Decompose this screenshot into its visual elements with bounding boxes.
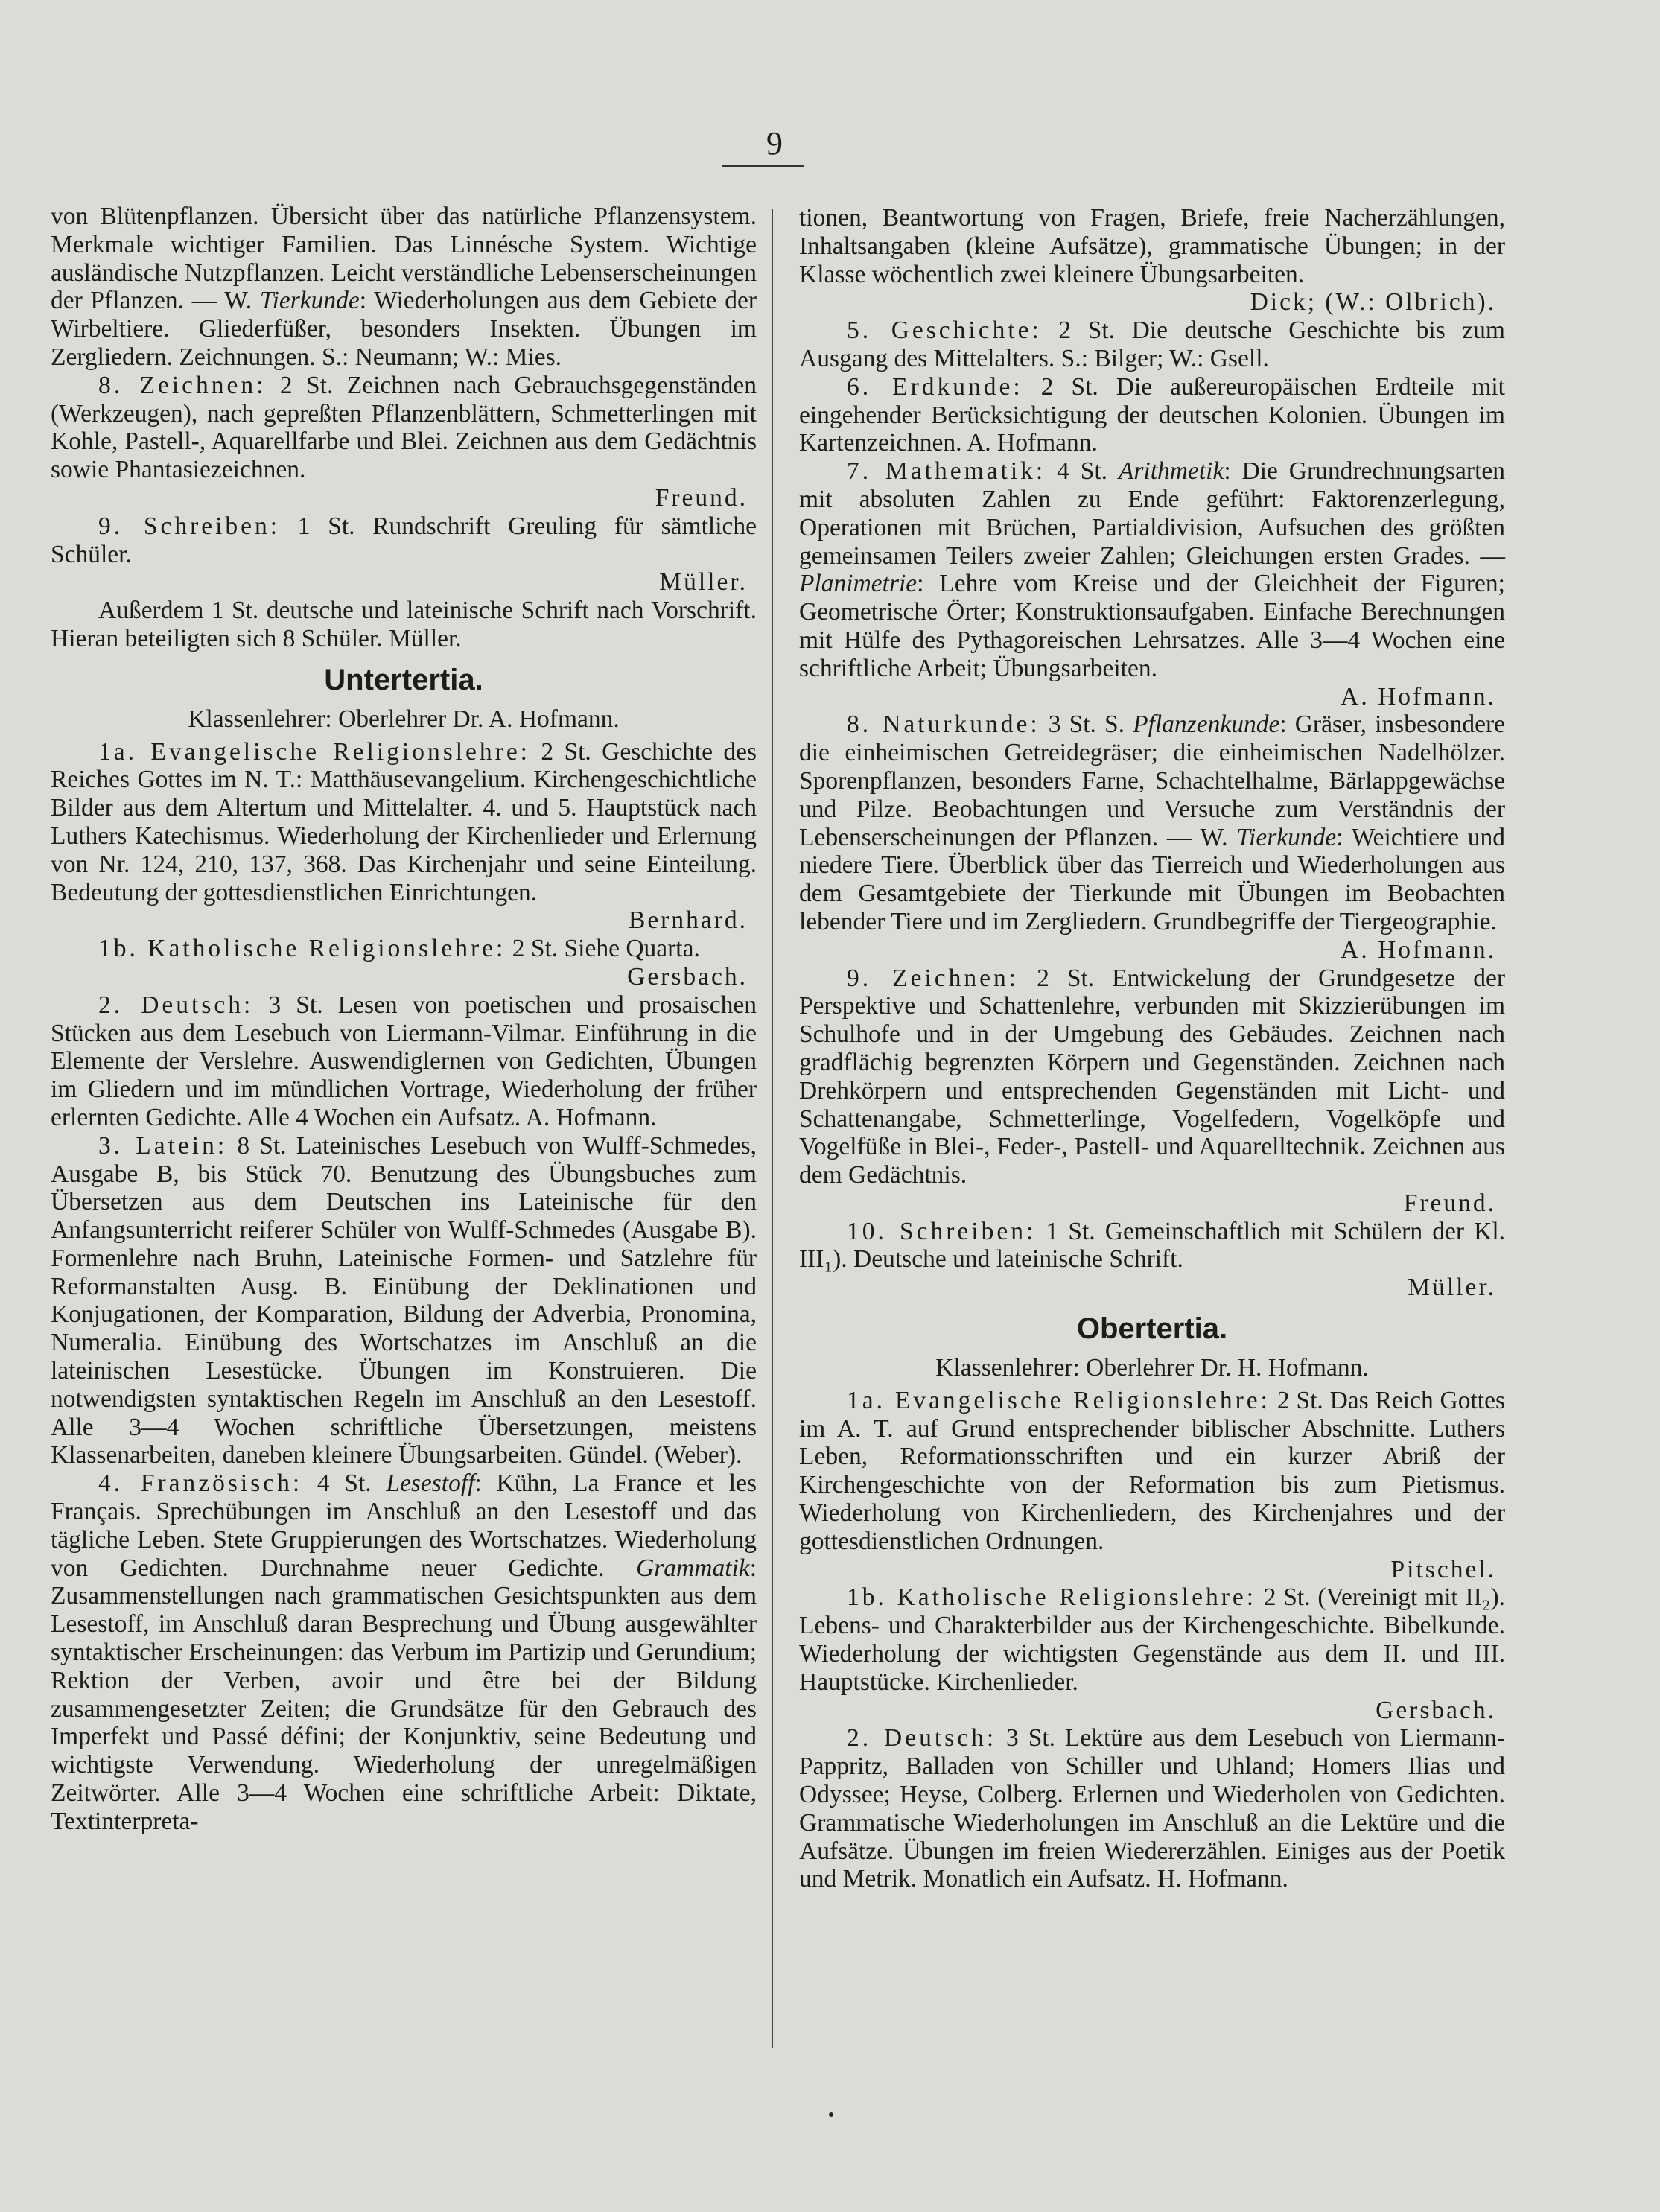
paragraph-biology: von Blütenpflanzen. Übersicht über das natürliche Pflanzensystem. Merkmale wichtiger Familien. Das Linnésche System. Wichtige ausländische Nutzpflanzen. Leicht verständliche Lebenserscheinungen der Pflanzen. — W. Tierkunde: Wiederholungen aus dem Gebiete der Wirbeltiere. Gliederfüßer, besonders Insekten. Übungen im Zergliedern. Zeichnungen. S.: Neumann; W.: Mies.: [51, 203, 757, 371]
signature: Müller.: [1408, 1274, 1496, 1302]
page-number-rule: [722, 165, 804, 167]
signature: A. Hofmann.: [1341, 935, 1496, 964]
paragraph-geschichte: 5. Geschichte: 2 St. Die deutsche Geschichte bis zum Ausgang des Mittelalters. S.: Bilger; W.: Gsell.: [799, 317, 1505, 372]
class-teacher: Klassenlehrer: Oberlehrer Dr. A. Hofmann.: [188, 705, 620, 733]
signature: Freund.: [1403, 1189, 1496, 1217]
paragraph-naturkunde: 8. Naturkunde: 3 St. S. Pflanzenkunde: Gräser, insbesondere die einheimischen Getreidegräser; die einheimischen Nadelhölzer. Sporenpflanzen, besonders Farne, Schachtelhalme, Bärlappgewächse und Pilze. Beobachtungen und Versuche zum Verständnis der Lebenserscheinungen der Pflanzen. — W. Tierkunde: Weichtiere und niedere Tiere. Überblick über das Tierreich und Wiederholungen aus dem Gesamtgebiete der Tierkunde mit Übungen im Beobachten lebender Tiere und im Zergliedern. Grundbegriffe der Tiergeographie.: [799, 711, 1506, 935]
signature: Bernhard.: [628, 906, 748, 935]
signature: Gersbach.: [1376, 1696, 1496, 1724]
paragraph-deutsch: 2. Deutsch: 3 St. Lesen von poetischen und prosaischen Stücken aus dem Lesebuch von Liermann-Vilmar. Einführung in die Elemente der Verslehre. Auswendiglernen von Gedichten, Übungen im Gliedern und im mündlichen Vortrage, Wiederholung der früher erlernten Gedichte. Alle 4 Wochen ein Aufsatz. A. Hofmann.: [51, 991, 757, 1131]
page-number: 9: [766, 125, 783, 162]
class-teacher: Klassenlehrer: Oberlehrer Dr. H. Hofmann.: [935, 1354, 1369, 1382]
left-column: [51, 203, 757, 1836]
section-heading-obertertia: Obertertia.: [1076, 1312, 1228, 1346]
paragraph-ev-religion-ot: 1a. Evangelische Religionslehre: 2 St. Das Reich Gottes im A. T. auf Grund entsprechender biblischer Abschnitte. Luthers Leben, Reformationsschriften und ein kurzer Abriß der Kirchengeschichte von der Reformation bis zum Pietismus. Wiederholung von Kirchenliedern, des Kirchenjahres und der gottesdienstlichen Ordnungen.: [799, 1386, 1506, 1555]
column-divider: [772, 209, 773, 2048]
paragraph-mathematik: 7. Mathematik: 4 St. Arithmetik: Die Grundrechnungsarten mit absoluten Zahlen zu Ende geführt: Faktorenzerlegung, Operationen mit Brüchen, Partialdivision, Aufsuchen des größten gemeinsamen Teilers zweier Zahlen; Gleichungen ersten Grades. — Planimetrie: Lehre vom Kreise und der Gleichheit der Figuren; Geometrische Örter; Konstruktionsaufgaben. Einfache Berechnungen mit Hülfe des Pythagoreischen Lehrsatzes. Alle 3—4 Wochen eine schriftliche Arbeit; Übungsarbeiten.: [799, 457, 1505, 682]
section-heading-untertertia: Untertertia.: [324, 663, 483, 696]
signature: Müller.: [659, 568, 748, 597]
paragraph-schreiben: 9. Schreiben: 1 St. Rundschrift Greuling für sämtliche Schüler.: [51, 512, 757, 568]
paragraph-kath-religion-ot: 1b. Katholische Religionslehre: 2 St. (Vereinigt mit II₂). Lebens- und Charakterbilder aus der Kirchengeschichte. Bibelkunde. Wiederholung der wichtigsten Gegenstände aus dem II. und III. Hauptstücke. Kirchenlieder.: [799, 1583, 1505, 1696]
speck-mark: [829, 2112, 833, 2117]
signature: Freund.: [655, 483, 748, 512]
paragraph-schreiben-ut: 10. Schreiben: 1 St. Gemeinschaftlich mit Schülern der Kl. III₁). Deutsche und lateinische Schrift.: [799, 1217, 1505, 1274]
paragraph-deutsch-ot: 2. Deutsch: 3 St. Lektüre aus dem Lesebuch von Liermann-Pappritz, Balladen von Schiller und Uhland; Homers Ilias und Odyssee; Heyse, Colberg. Erlernen und Wiederholen von Gedichten. Grammatische Wiederholungen im Anschluß an die Lektüre und die Aufsätze. Übungen im freien Wiedererzählen. Einiges aus der Poetik und Metrik. Monatlich ein Aufsatz. H. Hofmann.: [799, 1724, 1505, 1893]
paragraph-zeichnen-ut: 9. Zeichnen: 2 St. Entwickelung der Grundgesetze der Perspektive und Schattenlehre, verbunden mit Skizzierübungen im Schulhofe und in der Umgebung des Gebäudes. Zeichnen nach gradflächig begrenzten Körpern und Gegenständen. Zeichnen nach Drehkörpern und entsprechenden Gegenständen mit Licht- und Schattenangabe, Schmetterlinge, Vogelfedern, Vogelköpfe und Vogelfüße in Blei-, Feder-, Pastell- und Aquarelltechnik. Zeichnen aus dem Gedächtnis.: [799, 964, 1505, 1189]
signature: Gersbach.: [627, 962, 748, 991]
right-column: [799, 204, 1505, 1893]
paragraph-ausserdem: Außerdem 1 St. deutsche und lateinische Schrift nach Vorschrift. Hieran beteiligten sich 8 Schüler. Müller.: [51, 597, 757, 652]
paragraph-kath-religion: 1b. Katholische Religionslehre: 2 St. Siehe Quarta.: [98, 935, 700, 963]
paragraph-zeichnen: 8. Zeichnen: 2 St. Zeichnen nach Gebrauchsgegenständen (Werkzeugen), nach gepreßten Pflanzenblättern, Schmetterlingen mit Kohle, Pastell-, Aquarellfarbe und Blei. Zeichnen aus dem Gedächtnis sowie Phantasiezeichnen.: [51, 371, 757, 484]
paragraph-franzoesisch-cont: tionen, Beantwortung von Fragen, Briefe, freie Nacherzählungen, Inhaltsangaben (kleine Aufsätze), grammatische Übungen; in der Klasse wöchentlich zwei kleinere Übungsarbeiten.: [799, 204, 1505, 288]
paragraph-latein: 3. Latein: 8 St. Lateinisches Lesebuch von Wulff-Schmedes, Ausgabe B, bis Stück 70. Benutzung des Übungsbuches zum Übersetzen aus dem Deutschen ins Lateinische für den Anfangsunterricht reiferer Schüler von Wulff-Schmedes (Ausgabe B). Formenlehre nach Bruhn, Lateinische Formen- und Satzlehre für Reformanstalten Ausg. B. Einübung der Deklinationen und Konjugationen, der Komparation, Bildung der Adverbia, Pronomina, Numeralia. Einübung des Wortschatzes im Anschluß an die lateinischen Lesestücke. Übungen im Konstruieren. Die notwendigsten syntaktischen Regeln im Anschluß an den Lesestoff. Alle 3—4 Wochen schriftliche Übersetzungen, meistens Klassenarbeiten, daneben kleinere Übungsarbeiten. Gündel. (Weber).: [51, 1131, 757, 1469]
signature: Dick; (W.: Olbrich).: [1250, 288, 1496, 317]
signature: Pitschel.: [1390, 1555, 1496, 1583]
paragraph-franzoesisch: 4. Französisch: 4 St. Lesestoff: Kühn, La France et les Français. Sprechübungen im Anschluß an den Lesestoff und das tägliche Leben. Stete Gruppierungen des Wortschatzes. Wiederholung von Gedichten. Durchnahme neuer Gedichte. Grammatik: Zusammenstellungen nach grammatischen Gesichtspunkten aus dem Lesestoff, im Anschluß daran Besprechung und Übung ausgewählter syntaktischer Erscheinungen: das Verbum im Partizip und Gerundium; Rektion der Verben, avoir und être bei der Bildung zusammengesetzter Zeiten; die Grundsätze für den Gebrauch des Imperfekt und Passé défini; der Konjunktiv, seine Bedeutung und wichtigste Verwendung. Wiederholung der unregelmäßigen Zeitwörter. Alle 3—4 Wochen eine schriftliche Arbeit: Diktate, Textinterpreta-: [51, 1469, 757, 1835]
paragraph-erdkunde: 6. Erdkunde: 2 St. Die außereuropäischen Erdteile mit eingehender Berücksichtigung der deutschen Kolonien. Übungen im Kartenzeichnen. A. Hofmann.: [799, 372, 1505, 457]
paragraph-ev-religion: 1a. Evangelische Religionslehre: 2 St. Geschichte des Reiches Gottes im N. T.: Matthäusevangelium. Kirchengeschichtliche Bilder aus dem Altertum und Mittelalter. 4. und 5. Hauptstück nach Luthers Katechismus. Wiederholung der Kirchenlieder und Erlernung von Nr. 124, 210, 137, 368. Das Kirchenjahr und seine Einteilung. Bedeutung der gottesdienstlichen Einrichtungen.: [51, 737, 757, 906]
signature: A. Hofmann.: [1341, 682, 1496, 711]
